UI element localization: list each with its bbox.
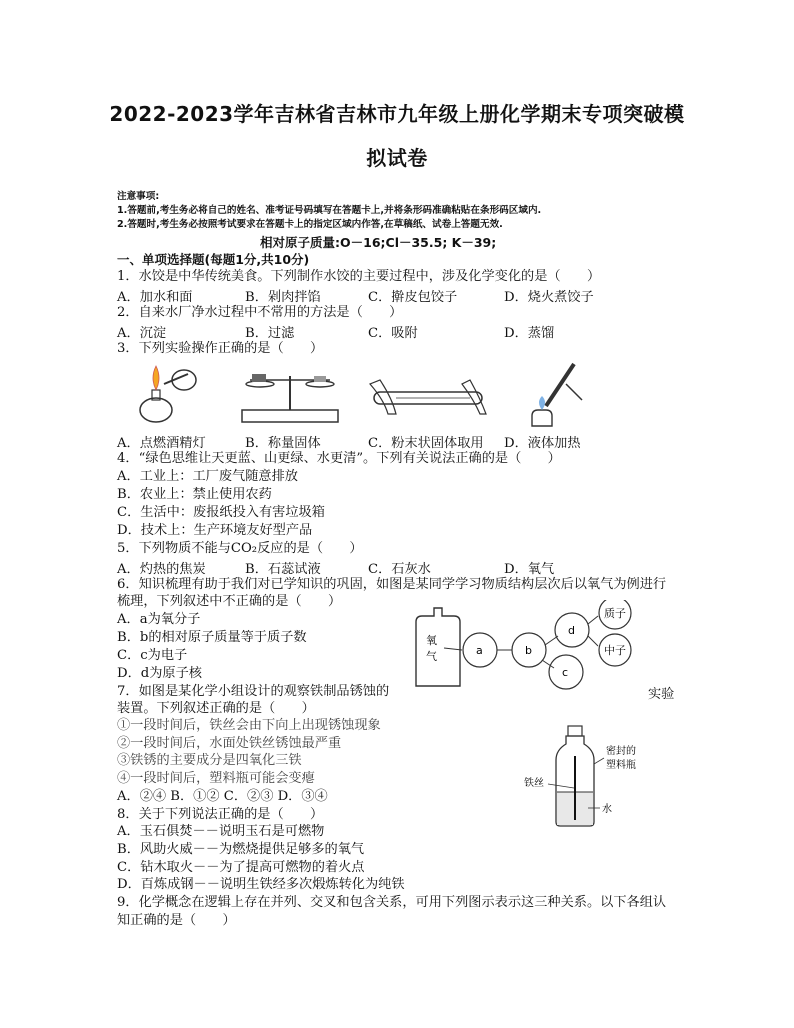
node-proton: 质子 <box>604 607 626 620</box>
q3-option-a: A．点燃酒精灯 <box>117 436 206 451</box>
bottle-label-line2: 塑料瓶 <box>606 760 636 771</box>
q4-option-a: A．工业上：工厂废气随意排放 <box>117 469 298 484</box>
q5-option-c: C．石灰水 <box>368 562 431 577</box>
q3-stem: 3．下列实验操作正确的是（ ） <box>117 341 324 356</box>
atomic-mass: 相对原子质量:O－16;Cl－35.5; K－39; <box>260 235 497 250</box>
q8-option-a: A．玉石俱焚－－说明玉石是可燃物 <box>117 824 325 839</box>
q7-item-2: ②一段时间后，水面处铁丝锈蚀最严重 <box>117 736 342 751</box>
q6-option-c: C．c为电子 <box>117 648 188 663</box>
q8-option-c: C．钻木取火－－为了提高可燃物的着火点 <box>117 860 365 875</box>
page-title <box>100 92 694 180</box>
title-line-1: 2022-2023学年吉林省吉林市九年级上册化学期末专项突破模 <box>109 102 685 126</box>
q5-stem: 5．下列物质不能与CO₂反应的是（ ） <box>117 541 363 556</box>
rust-experiment-figure <box>522 724 672 828</box>
q6-option-b: B．b的相对原子质量等于质子数 <box>117 630 307 645</box>
q4-stem: 4．“绿色思维让天更蓝、山更绿、水更清”。下列有关说法正确的是（ ） <box>117 451 561 466</box>
q1-stem: 1．水饺是中华传统美食。下列制作水饺的主要过程中，涉及化学变化的是（ ） <box>117 269 601 284</box>
balance-figure <box>236 364 344 426</box>
notice-heading: 注意事项: <box>117 191 160 202</box>
notice-item-2: 2.答题时,考生务必按照考试要求在答题卡上的指定区域内作答,在草稿纸、试卷上答题无效. <box>117 219 503 230</box>
node-c: c <box>562 666 569 679</box>
q7-options: A．②④ B．①② C．②③ D．③④ <box>117 789 328 804</box>
water-label: 水 <box>602 804 612 815</box>
q5-option-d: D．氧气 <box>504 562 555 577</box>
q2-option-b: B．过滤 <box>245 326 295 341</box>
q2-option-c: C．吸附 <box>368 326 418 341</box>
wire-label: 铁丝 <box>524 778 544 789</box>
q2-option-d: D．蒸馏 <box>504 326 555 341</box>
alcohol-lamp-figure <box>130 360 200 428</box>
q9-stem: 9．化学概念在逻辑上存在并列、交叉和包含关系，可用下列图示表示这三种关系。以下各组认 <box>117 895 667 910</box>
structure-diagram <box>408 600 648 692</box>
bottle-label-1: 氧 <box>426 634 437 647</box>
bottle-label-line1: 密封的 <box>606 746 636 757</box>
node-b: b <box>525 644 532 657</box>
q5-option-a: A．灼热的焦炭 <box>117 562 206 577</box>
liquid-heating-figure <box>508 360 588 430</box>
q9-stem-cont: 知正确的是（ ） <box>117 913 236 928</box>
q3-option-b: B．称量固体 <box>245 436 321 451</box>
node-neutron: 中子 <box>604 644 626 657</box>
bottle-label-2: 气 <box>426 650 437 663</box>
q7-stem: 7．如图是某化学小组设计的观察铁制品锈蚀的 <box>117 684 390 699</box>
q1-option-a: A．加水和面 <box>117 290 193 305</box>
q4-option-d: D．技术上：生产环境友好型产品 <box>117 523 313 538</box>
node-a: a <box>476 644 483 657</box>
node-d: d <box>568 624 575 637</box>
q3-option-d: D．液体加热 <box>504 436 581 451</box>
q3-option-c: C．粉末状固体取用 <box>368 436 484 451</box>
q6-option-d: D．d为原子核 <box>117 666 202 681</box>
q1-option-b: B．剁肉拌馅 <box>245 290 321 305</box>
section-heading: 一、单项选择题(每题1分,共10分) <box>117 252 310 267</box>
q8-stem: 8．关于下列说法正确的是（ ） <box>117 807 324 822</box>
q8-option-d: D．百炼成钢－－说明生铁经多次煅炼转化为纯铁 <box>117 877 405 892</box>
q6-stem: 6．知识梳理有助于我们对已学知识的巩固，如图是某同学学习物质结构层次后以氧气为例进行 <box>117 577 667 592</box>
q2-stem: 2．自来水厂净水过程中不常用的方法是（ ） <box>117 305 403 320</box>
q5-option-b: B．石蕊试液 <box>245 562 321 577</box>
notice-item-1: 1.答题前,考生务必将自己的姓名、准考证号码填写在答题卡上,并将条形码准确粘贴在条形码区域内. <box>117 205 542 216</box>
q6-option-a: A．a为氧分子 <box>117 612 201 627</box>
q1-option-c: C．擀皮包饺子 <box>368 290 458 305</box>
powder-test-tube-figure <box>366 370 488 426</box>
q7-stem-tail: 实验 <box>648 687 675 702</box>
q8-option-b: B．风助火威－－为燃烧提供足够多的氧气 <box>117 842 365 857</box>
q7-item-1: ①一段时间后，铁丝会由下向上出现锈蚀现象 <box>117 718 381 733</box>
q6-stem-cont: 梳理，下列叙述中不正确的是（ ） <box>117 594 342 609</box>
q1-option-d: D．烧火煮饺子 <box>504 290 594 305</box>
q4-option-b: B．农业上：禁止使用农药 <box>117 487 272 502</box>
q4-option-c: C．生活中：废报纸投入有害垃圾箱 <box>117 505 325 520</box>
q2-option-a: A．沉淀 <box>117 326 167 341</box>
q7-stem-cont: 装置。下列叙述正确的是（ ） <box>117 701 315 716</box>
title-line-2: 拟试卷 <box>366 146 428 170</box>
q7-item-4: ④一段时间后，塑料瓶可能会变瘪 <box>117 771 315 786</box>
q7-item-3: ③铁锈的主要成分是四氧化三铁 <box>117 753 302 768</box>
